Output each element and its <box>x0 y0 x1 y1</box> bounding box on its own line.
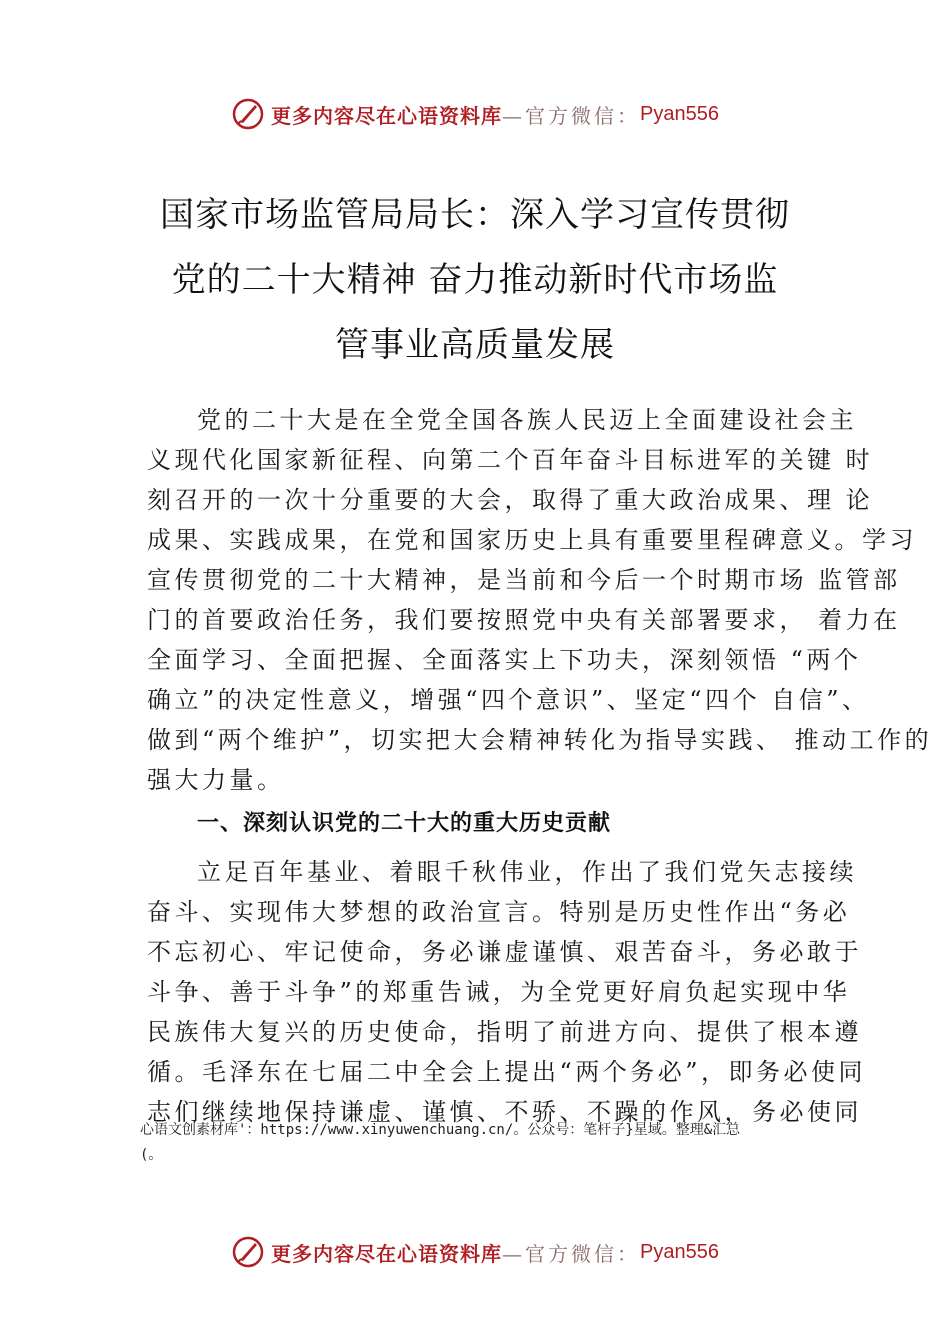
title-line: 管事业高质量发展 <box>335 325 615 365</box>
banner-wechat-label: —官方微信： <box>502 103 641 128</box>
quill-pen-logo-icon <box>231 1235 265 1269</box>
title-line: 国家市场监管局局长：深入学习宣传贯彻 <box>160 195 790 235</box>
source-note-line: 心语文创素材库'：https://www.xinyuwenchuang.cn/。公众号：笔杆子}星域。整理&汇总 <box>140 1122 741 1138</box>
paragraph-line: 民族伟大复兴的历史使命，指明了前进方向、提供了根本遵 <box>147 1018 862 1046</box>
paragraph-line: 刻召开的一次十分重要的大会，取得了重大政治成果、理 论 <box>147 486 874 514</box>
source-note-line: (。 <box>140 1147 163 1163</box>
paragraph-line: 做到“两个维护”，切实把大会精神转化为指导实践、 推动工作的 <box>147 726 933 754</box>
paragraph-line: 全面学习、全面把握、全面落实上下功夫，深刻领悟 “两个 <box>147 646 862 674</box>
source-note <box>140 1118 860 1168</box>
paragraph-line: 立足百年基业、着眼千秋伟业，作出了我们党矢志接续 <box>197 858 857 886</box>
banner-wechat-id: Pyan556 <box>640 102 719 125</box>
paragraph-line: 确立”的决定性意义，增强“四个意识”、坚定“四个 自信”、 <box>147 686 870 714</box>
document-body <box>147 400 933 1132</box>
section-heading: 一、深刻认识党的二十大的重大历史贡献 <box>197 811 612 836</box>
paragraph-line: 成果、实践成果，在党和国家历史上具有重要里程碑意义。学习 <box>147 526 917 554</box>
paragraph-line: 宣传贯彻党的二十大精神，是当前和今后一个时期市场 监管部 <box>147 566 901 594</box>
document-title <box>90 183 860 378</box>
banner-wechat-label: —官方微信： <box>502 1241 641 1266</box>
header-banner <box>0 94 950 134</box>
paragraph-line: 义现代化国家新征程、向第二个百年奋斗目标进军的关键 时 <box>147 446 874 474</box>
paragraph-line: 门的首要政治任务，我们要按照党中央有关部署要求， 着力在 <box>147 606 901 634</box>
paragraph-line: 党的二十大是在全党全国各族人民迈上全面建设社会主 <box>197 406 857 434</box>
paragraph-line: 斗争、善于斗争”的郑重告诫，为全党更好肩负起实现中华 <box>147 978 851 1006</box>
paragraph-line: 强大力量。 <box>147 766 285 794</box>
title-line: 党的二十大精神 奋力推动新时代市场监 <box>171 260 779 300</box>
footer-banner <box>0 1232 950 1272</box>
paragraph-line: 志们继续地保持谦虚、谨慎、不骄、不躁的作风，务必使同 <box>147 1098 862 1126</box>
banner-wechat-id: Pyan556 <box>640 1240 719 1263</box>
banner-library-text: 更多内容尽在心语资料库 <box>271 1241 503 1266</box>
paragraph-line: 不忘初心、牢记使命，务必谦虚谨慎、艰苦奋斗，务必敢于 <box>147 938 862 966</box>
banner-library-text: 更多内容尽在心语资料库 <box>271 103 503 128</box>
paragraph-line: 奋斗、实现伟大梦想的政治宣言。特别是历史性作出“务必 <box>147 898 851 926</box>
paragraph-line: 循。毛泽东在七届二中全会上提出“两个务必”，即务必使同 <box>147 1058 867 1086</box>
quill-pen-logo-icon <box>231 97 265 131</box>
